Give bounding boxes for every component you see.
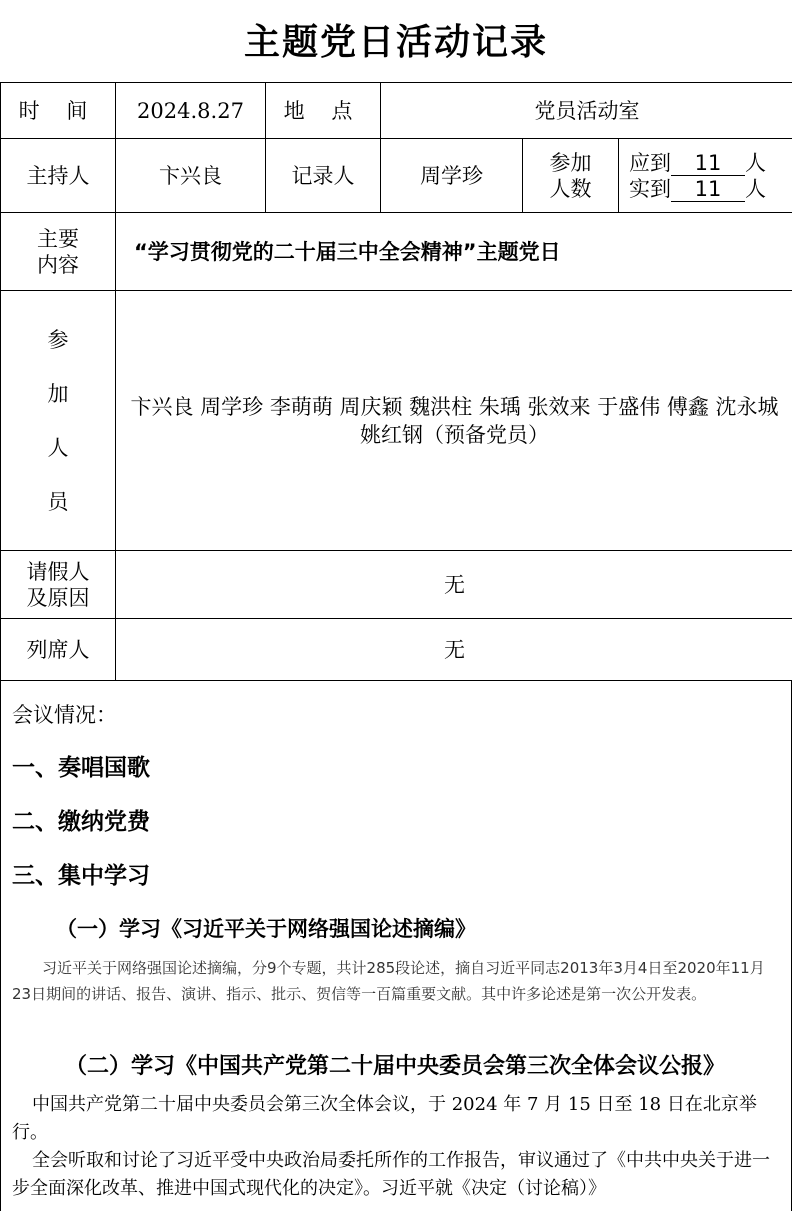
count-label-line1: 参加 [523,150,618,176]
recorder-value: 周学珍 [381,139,523,213]
actual-value: 11 [671,177,745,202]
study-item-1-title: （一）学习《习近平关于网络强国论述摘编》 [56,913,476,943]
section-dues: 二、缴纳党费 [12,803,150,836]
attendees-value: 卞兴良 周学珍 李萌萌 周庆颖 魏洪柱 朱瑀 张效来 于盛伟 傅鑫 沈永城 姚红钢（预备党员） [116,291,792,551]
guest-label: 列席人 [1,619,116,681]
recorder-label: 记录人 [266,139,381,213]
expected-unit: 人 [745,151,766,175]
attendance-count-value [619,139,792,213]
leave-label-line2: 及原因 [1,585,115,611]
record-table [0,82,792,681]
content-label [1,213,116,291]
study-item-2-title: （二）学习《中国共产党第二十届中央委员会第三次全体会议公报》 [65,1049,725,1080]
attendance-count-label [523,139,619,213]
host-value: 卞兴良 [116,139,266,213]
study-item-2-text-2: 全会听取和讨论了习近平受中央政治局委托所作的工作报告，审议通过了《中共中央关于进一步全面深化改革、推进中国式现代化的决定》。习近平就《决定（讨论稿）》 [12,1147,787,1203]
place-value: 党员活动室 [381,83,792,139]
content-label-line2: 内容 [1,252,115,278]
attendees-label [1,291,116,551]
count-label-line2: 人数 [523,176,618,202]
content-label-line1: 主要 [1,226,115,252]
time-value: 2024.8.27 [116,83,266,139]
section-study: 三、集中学习 [12,857,150,890]
study-item-2-text-1: 中国共产党第二十届中央委员会第三次全体会议，于 2024 年 7 月 15 日至 18 日在北京举行。 [12,1091,787,1147]
place-label: 地 点 [266,83,381,139]
attendees-label-char: 参 [1,313,115,367]
leave-label-line1: 请假人 [1,559,115,585]
attendees-label-char: 加 [1,367,115,421]
study-item-1-text: 习近平关于网络强国论述摘编，分9个专题，共计285段论述，摘自习近平同志2013年3月4日至2020年11月23日期间的讲话、报告、演讲、指示、批示、贺信等一百篇重要文献。其中许多论述是第一次公开发表。 [12,955,780,1007]
minutes-label: 会议情况： [12,699,117,729]
section-anthem: 一、奏唱国歌 [12,749,150,782]
attendees-label-char: 人 [1,421,115,475]
attendees-label-char: 员 [1,475,115,529]
leave-label [1,551,116,619]
actual-line [629,176,792,202]
expected-label: 应到 [629,151,671,175]
content-value: “学习贯彻党的二十届三中全会精神”主题党日 [116,213,792,291]
expected-value: 11 [671,151,745,176]
time-label: 时 间 [1,83,116,139]
actual-unit: 人 [745,177,766,201]
meeting-minutes [0,681,792,1211]
guest-value: 无 [116,619,792,681]
host-label: 主持人 [1,139,116,213]
page-title: 主题党日活动记录 [0,14,792,65]
actual-label: 实到 [629,177,671,201]
leave-value: 无 [116,551,792,619]
expected-line [629,150,792,176]
